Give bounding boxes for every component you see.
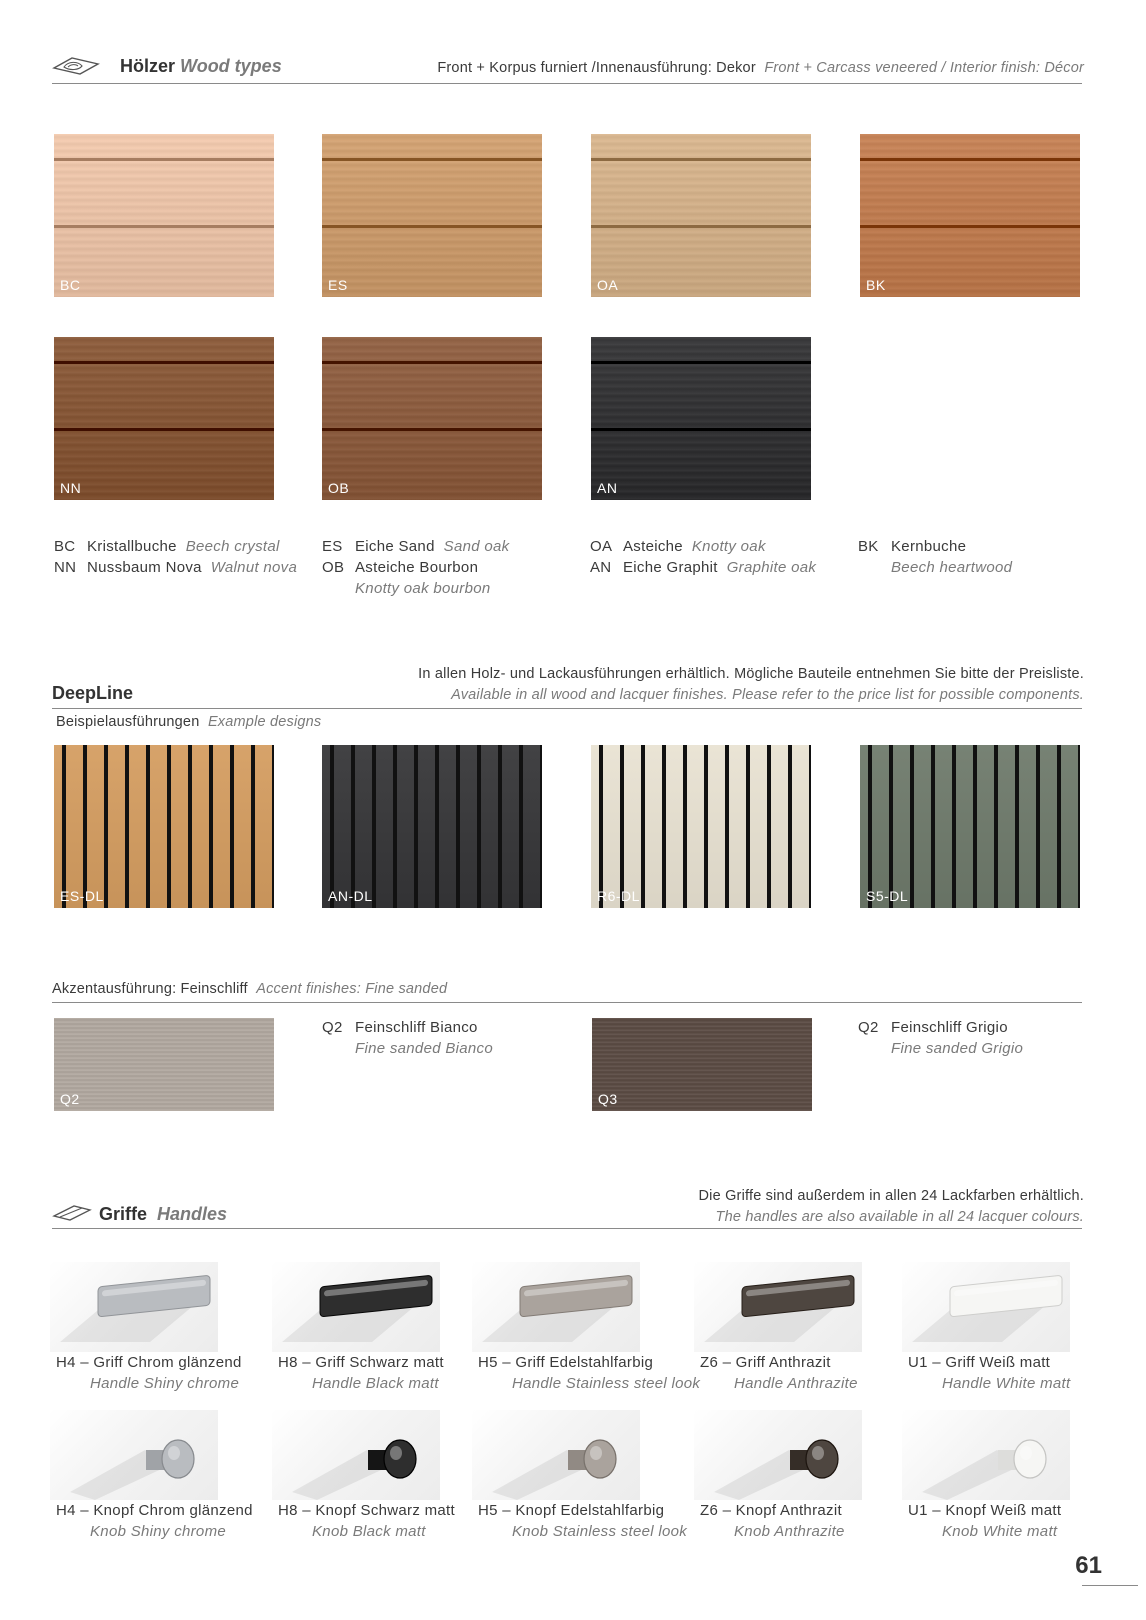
wood-panel-groove (591, 225, 811, 228)
legend-name-de: Asteiche (623, 538, 683, 555)
wood-swatch-an[interactable] (591, 337, 811, 500)
deepline-swatch-r6-dl[interactable] (591, 745, 811, 908)
handle-caption (278, 1352, 444, 1394)
deepline-slat-gap (251, 745, 255, 908)
legend-name-de: Nussbaum Nova (87, 559, 202, 576)
legend-name-en: Walnut nova (210, 559, 298, 576)
deepline-slat-gap (662, 745, 666, 908)
handles-note (698, 1186, 1084, 1228)
swatch-code-label: AN (597, 480, 618, 496)
caption-de: Z6 – Griff Anthrazit (700, 1354, 831, 1371)
legend-name-en: Graphite oak (726, 559, 817, 576)
wood-swatch-bc[interactable] (54, 134, 274, 297)
page-number: 61 (1075, 1552, 1102, 1579)
accent-legend-line (858, 1017, 1023, 1038)
wood-panel-groove (860, 158, 1080, 161)
accent-rule (52, 1002, 1082, 1003)
swatch-code-label: Q3 (598, 1091, 618, 1107)
deepline-slat-gap (910, 745, 914, 908)
wood-header-rule (52, 83, 1082, 84)
handles-note-en: The handles are also available in all 24 lacquer colours. (715, 1209, 1084, 1225)
deepline-slat-gap (456, 745, 460, 908)
legend-name-de: Asteiche Bourbon (355, 559, 479, 576)
deepline-slat-gap (973, 745, 977, 908)
wood-legend-group (858, 536, 1012, 578)
deepline-note-en: Available in all wood and lacquer finishes. Please refer to the price list for possible components. (451, 687, 1084, 703)
wood-legend-line (590, 536, 816, 557)
handles-note-de: Die Griffe sind außerdem in allen 24 Lackfarben erhältlich. (698, 1188, 1084, 1204)
page-number-rule (1082, 1585, 1138, 1586)
deepline-slat-gap (519, 745, 523, 908)
handle-thumbnail[interactable] (902, 1262, 1070, 1352)
deepline-slat-gap (372, 745, 376, 908)
deepline-slat-gap (1015, 745, 1019, 908)
caption-de: H4 – Knopf Chrom glänzend (56, 1502, 253, 1519)
deepline-slat-gap (994, 745, 998, 908)
knob-icon (902, 1410, 1070, 1500)
deepline-slat-gap (146, 745, 150, 908)
handle-caption (908, 1352, 1070, 1394)
caption-en: Knob White matt (942, 1523, 1058, 1540)
handle-thumbnail[interactable] (272, 1262, 440, 1352)
handle-thumbnail[interactable] (472, 1262, 640, 1352)
swatch-code-label: BC (60, 277, 81, 293)
wood-panel-groove (860, 225, 1080, 228)
deepline-slat-gap (540, 745, 542, 908)
wood-panel-groove (54, 225, 274, 228)
legend-code: ES (322, 538, 343, 555)
wood-panel-groove (591, 428, 811, 431)
swatch-code-label: OA (597, 277, 619, 293)
deepline-slat-gap (167, 745, 171, 908)
deepline-slat-gap (931, 745, 935, 908)
deepline-slat-gap (809, 745, 811, 908)
caption-en: Knob Shiny chrome (90, 1523, 227, 1540)
wood-swatch-nn[interactable] (54, 337, 274, 500)
legend-name-en: Beech heartwood (891, 559, 1013, 576)
wood-panel-groove (591, 158, 811, 161)
deepline-slat-gap (435, 745, 439, 908)
deepline-slat-gap (788, 745, 792, 908)
wood-legend-line (54, 536, 297, 557)
deepline-slat-gap (725, 745, 729, 908)
wood-panel-groove (322, 361, 542, 364)
knob-thumbnail[interactable] (694, 1410, 862, 1500)
handle-caption (478, 1352, 700, 1394)
legend-name-en: Knotty oak bourbon (355, 580, 491, 597)
accent-legend (322, 1017, 493, 1059)
accent-legend (858, 1017, 1023, 1059)
deepline-slat-gap (477, 745, 481, 908)
deepline-slat-gap (889, 745, 893, 908)
legend-name-en: Beech crystal (185, 538, 280, 555)
deepline-slat-gap (868, 745, 872, 908)
wood-legend-group (54, 536, 297, 578)
deepline-slat-gap (393, 745, 397, 908)
legend-code: Q2 (322, 1019, 343, 1036)
swatch-code-label: NN (60, 480, 82, 496)
wood-panel-groove (54, 428, 274, 431)
handles-title: Griffe Handles (99, 1204, 228, 1224)
knob-caption (56, 1500, 253, 1542)
deepline-slat-gap (1057, 745, 1061, 908)
wood-panel-groove (54, 361, 274, 364)
handle-bar-icon (694, 1262, 862, 1352)
caption-en: Handle White matt (942, 1375, 1071, 1392)
legend-code: AN (590, 559, 612, 576)
knob-icon (272, 1410, 440, 1500)
wood-finish-note: Front + Korpus furniert /Innenausführung: Dekor Front + Carcass veneered / Interior finish: Décor (437, 60, 1084, 76)
wood-legend-group (590, 536, 816, 578)
wood-panel-groove (322, 225, 542, 228)
caption-de: H8 – Griff Schwarz matt (278, 1354, 444, 1371)
wood-legend-group (322, 536, 509, 599)
accent-swatch-q3[interactable] (592, 1018, 812, 1111)
legend-code: NN (54, 559, 77, 576)
legend-code: OB (322, 559, 345, 576)
wood-swatch-oa[interactable] (591, 134, 811, 297)
accent-swatch-q2[interactable] (54, 1018, 274, 1111)
wood-section-title: Hölzer Wood types (120, 56, 282, 76)
wood-swatch-es[interactable] (322, 134, 542, 297)
handle-bar-icon (50, 1262, 218, 1352)
caption-de: H8 – Knopf Schwarz matt (278, 1502, 455, 1519)
caption-en: Knob Black matt (312, 1523, 426, 1540)
deepline-rule (52, 708, 1082, 709)
wood-legend-line (858, 557, 1012, 578)
caption-en: Knob Stainless steel look (512, 1523, 688, 1540)
deepline-slat-gap (641, 745, 645, 908)
handles-rule (52, 1228, 1082, 1229)
deepline-slat-gap (952, 745, 956, 908)
deepline-subtitle: Beispielausführungen Example designs (56, 714, 322, 730)
swatch-code-label: ES-DL (60, 888, 104, 904)
wood-panel-groove (54, 158, 274, 161)
knob-icon (694, 1410, 862, 1500)
legend-name-de: Feinschliff Bianco (355, 1019, 478, 1036)
legend-code: Q2 (858, 1019, 879, 1036)
legend-code: OA (590, 538, 613, 555)
caption-de: H5 – Knopf Edelstahlfarbig (478, 1502, 665, 1519)
deepline-slat-gap (209, 745, 213, 908)
caption-en: Knob Anthrazite (734, 1523, 845, 1540)
deepline-note (418, 664, 1084, 706)
deepline-slat-gap (230, 745, 234, 908)
legend-code: BC (54, 538, 76, 555)
knob-thumbnail[interactable] (902, 1410, 1070, 1500)
swatch-code-label: ES (328, 277, 348, 293)
legend-name-en: Sand oak (443, 538, 510, 555)
deepline-slat-gap (125, 745, 129, 908)
knob-caption (700, 1500, 845, 1542)
knob-thumbnail[interactable] (472, 1410, 640, 1500)
deepline-slat-gap (62, 745, 66, 908)
knob-caption (278, 1500, 455, 1542)
accent-title: Akzentausführung: Feinschliff Accent finishes: Fine sanded (52, 981, 448, 997)
deepline-swatch-an-dl[interactable] (322, 745, 542, 908)
deepline-slat-gap (351, 745, 355, 908)
wood-icon (52, 54, 100, 78)
wood-legend-line (322, 557, 509, 578)
deepline-slat-gap (272, 745, 274, 908)
caption-de: Z6 – Knopf Anthrazit (700, 1502, 842, 1519)
handle-bar-icon (902, 1262, 1070, 1352)
swatch-code-label: R6-DL (597, 888, 640, 904)
caption-en: Handle Shiny chrome (90, 1375, 240, 1392)
knob-thumbnail[interactable] (50, 1410, 218, 1500)
deepline-title: DeepLine (52, 683, 134, 703)
deepline-slat-gap (746, 745, 750, 908)
caption-en: Handle Black matt (312, 1375, 439, 1392)
handle-thumbnail[interactable] (694, 1262, 862, 1352)
deepline-swatch-s5-dl[interactable] (860, 745, 1080, 908)
caption-de: U1 – Griff Weiß matt (908, 1354, 1051, 1371)
legend-name-de: Kristallbuche (87, 538, 177, 555)
deepline-slat-gap (330, 745, 334, 908)
caption-de: U1 – Knopf Weiß matt (908, 1502, 1062, 1519)
caption-en: Handle Anthrazite (734, 1375, 858, 1392)
wood-panel-groove (591, 361, 811, 364)
handle-bar-icon (472, 1262, 640, 1352)
knob-icon (50, 1410, 218, 1500)
handle-bar-icon (272, 1262, 440, 1352)
deepline-slat-gap (620, 745, 624, 908)
legend-name-de: Feinschliff Grigio (891, 1019, 1008, 1036)
deepline-slat-gap (704, 745, 708, 908)
wood-panel-groove (322, 428, 542, 431)
swatch-code-label: BK (866, 277, 886, 293)
legend-name-en: Fine sanded Bianco (355, 1040, 493, 1057)
caption-de: H5 – Griff Edelstahlfarbig (478, 1354, 654, 1371)
deepline-slat-gap (414, 745, 418, 908)
handle-icon (52, 1202, 92, 1224)
deepline-slat-gap (767, 745, 771, 908)
caption-en: Handle Stainless steel look (512, 1375, 701, 1392)
swatch-code-label: AN-DL (328, 888, 373, 904)
deepline-slat-gap (188, 745, 192, 908)
knob-icon (472, 1410, 640, 1500)
legend-name-en: Fine sanded Grigio (891, 1040, 1024, 1057)
deepline-slat-gap (1078, 745, 1080, 908)
wood-swatch-ob[interactable] (322, 337, 542, 500)
legend-name-de: Eiche Sand (355, 538, 435, 555)
wood-legend-line (858, 536, 1012, 557)
knob-caption (478, 1500, 687, 1542)
swatch-code-label: S5-DL (866, 888, 909, 904)
legend-name-de: Eiche Graphit (623, 559, 718, 576)
wood-panel-groove (322, 158, 542, 161)
accent-legend-line (322, 1017, 493, 1038)
deepline-slat-gap (683, 745, 687, 908)
handle-thumbnail[interactable] (50, 1262, 218, 1352)
deepline-slat-gap (498, 745, 502, 908)
deepline-slat-gap (599, 745, 603, 908)
wood-legend-line (54, 557, 297, 578)
knob-thumbnail[interactable] (272, 1410, 440, 1500)
handle-caption (56, 1352, 242, 1394)
swatch-code-label: Q2 (60, 1091, 80, 1107)
legend-name-de: Kernbuche (891, 538, 967, 555)
wood-swatch-bk[interactable] (860, 134, 1080, 297)
wood-legend-line (590, 557, 816, 578)
deepline-slat-gap (83, 745, 87, 908)
deepline-slat-gap (1036, 745, 1040, 908)
knob-caption (908, 1500, 1061, 1542)
legend-code: BK (858, 538, 879, 555)
handle-caption (700, 1352, 858, 1394)
swatch-code-label: OB (328, 480, 350, 496)
deepline-note-de: In allen Holz- und Lackausführungen erhältlich. Mögliche Bauteile entnehmen Sie bitte der Preisliste. (418, 666, 1084, 682)
wood-legend-line (322, 578, 509, 599)
legend-name-en: Knotty oak (691, 538, 766, 555)
caption-de: H4 – Griff Chrom glänzend (56, 1354, 242, 1371)
deepline-swatch-es-dl[interactable] (54, 745, 274, 908)
deepline-slat-gap (104, 745, 108, 908)
wood-legend-line (322, 536, 509, 557)
